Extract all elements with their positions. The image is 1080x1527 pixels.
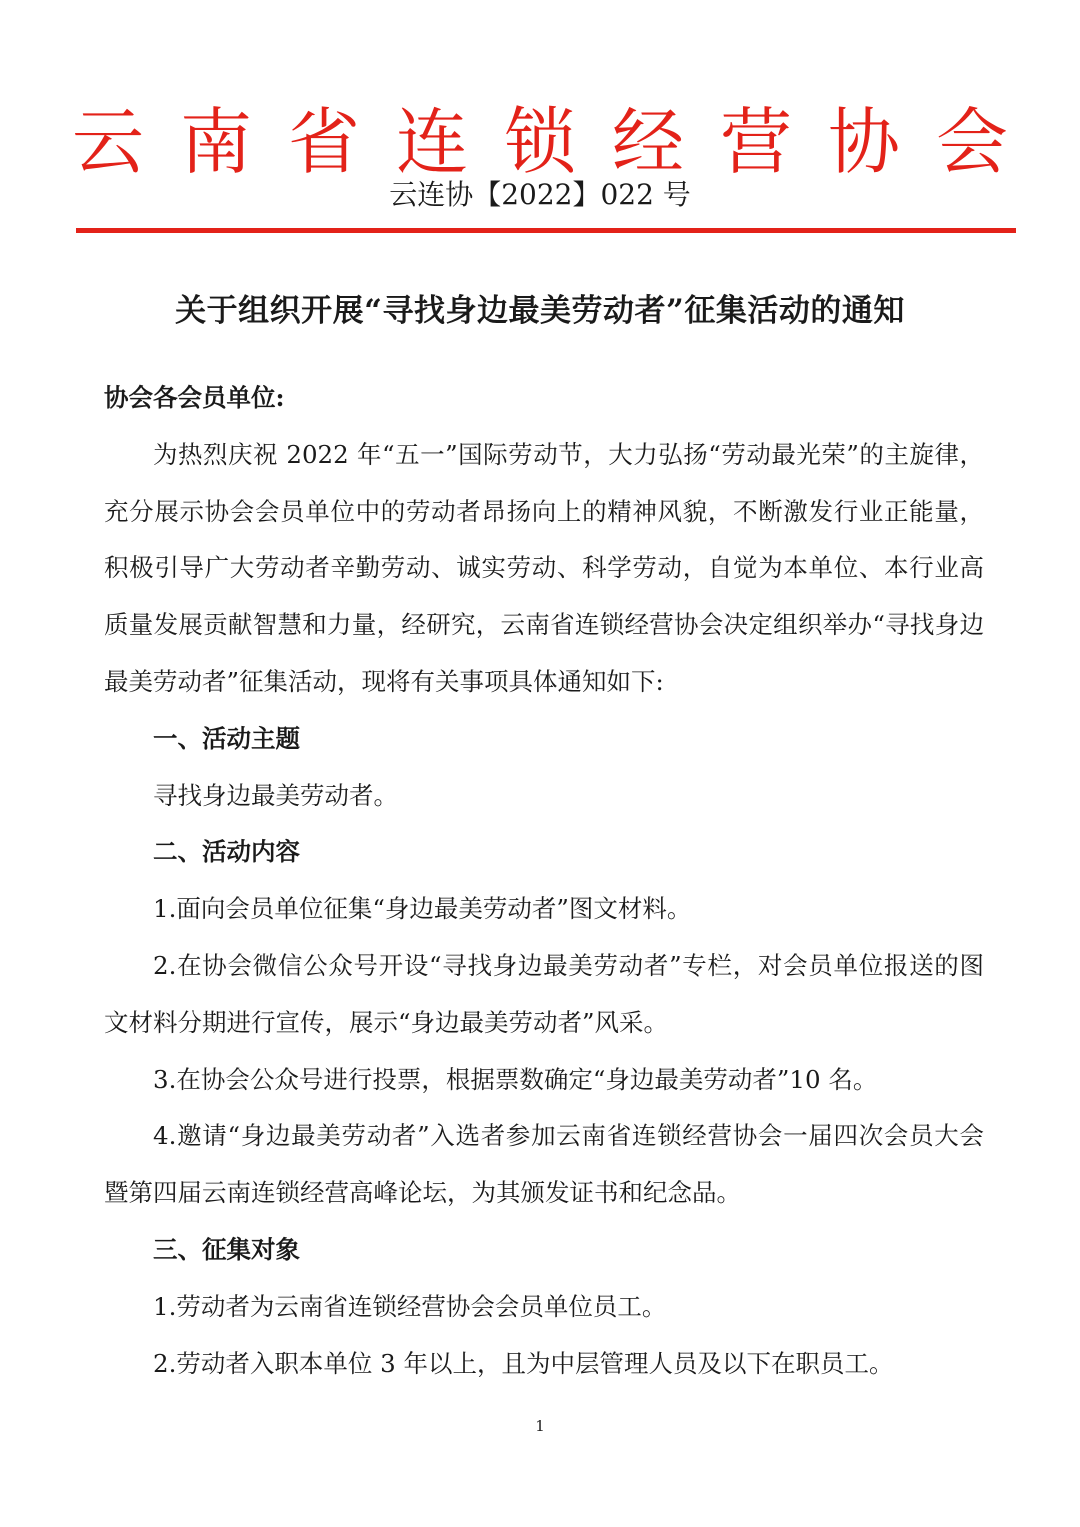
section-item: 2.劳动者入职本单位 3 年以上，且为中层管理人员及以下在职员工。: [153, 1348, 894, 1378]
section-item: 2.在协会微信公众号开设“寻找身边最美劳动者”专栏，对会员单位报送的图文材料分期进行宣传，展示“身边最美劳动者”风采。: [104, 950, 984, 1037]
org-name-char: 省: [287, 100, 360, 184]
section-item: 1.劳动者为云南省连锁经营协会会员单位员工。: [153, 1291, 667, 1321]
page-number: 1: [535, 1417, 545, 1435]
document-number: 云连协【2022】022 号: [389, 178, 691, 211]
notice-title: 关于组织开展“寻找身边最美劳动者”征集活动的通知: [175, 293, 905, 329]
section-heading-target: 三、征集对象: [153, 1234, 300, 1264]
section-item: 3.在协会公众号进行投票，根据票数确定“身边最美劳动者”10 名。: [153, 1064, 878, 1094]
org-name-char: 协: [827, 100, 900, 184]
org-name-char: 营: [719, 100, 792, 184]
org-name-char: 连: [395, 100, 468, 184]
org-name-char: 经: [611, 100, 684, 184]
notice-body: [104, 370, 984, 1392]
org-name-char: 云: [71, 100, 144, 184]
section-heading-theme: 一、活动主题: [153, 723, 300, 753]
section-item: 4.邀请“身边最美劳动者”入选者参加云南省连锁经营协会一届四次会员大会暨第四届云南连锁经营高峰论坛，为其颁发证书和纪念品。: [104, 1121, 984, 1208]
section-heading-content: 二、活动内容: [153, 837, 300, 867]
org-name-char: 会: [935, 100, 1008, 184]
section-item: 1.面向会员单位征集“身边最美劳动者”图文材料。: [153, 894, 692, 924]
red-header-divider: [76, 228, 1016, 233]
org-name-char: 南: [179, 100, 252, 184]
org-name-char: 锁: [503, 100, 576, 184]
salutation: 协会各会员单位:: [104, 383, 285, 412]
intro-paragraph: 为热烈庆祝 2022 年“五一”国际劳动节，大力弘扬“劳动最光荣”的主旋律，充分展示协会会员单位中的劳动者昂扬向上的精神风貌，不断激发行业正能量，积极引导广大劳动者辛勤劳动、诚实劳动、科学劳动，自觉为本单位、本行业高质量发展贡献智慧和力量，经研究，云南省连锁经营协会决定组织举办“寻找身边最美劳动者”征集活动，现将有关事项具体通知如下:: [104, 439, 984, 696]
section-item: 寻找身边最美劳动者。: [153, 780, 398, 810]
